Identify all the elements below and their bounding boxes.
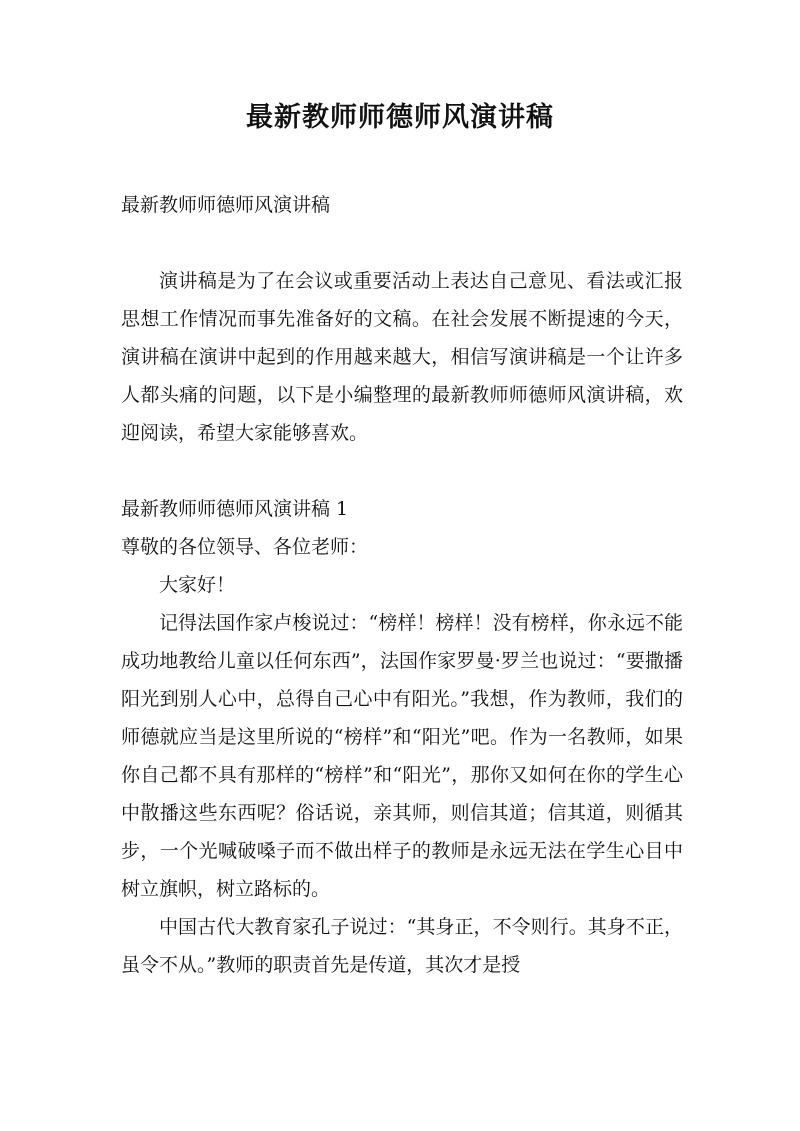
section-heading: 最新教师师德师风演讲稿 1 [121, 498, 349, 520]
intro-paragraph: 演讲稿是为了在会议或重要活动上表达自己意见、看法或汇报思想工作情况而事先准备好的文稿。在社会发展不断提速的今天，演讲稿在演讲中起到的作用越来越大，相信写演讲稿是一个让许多人都头痛的问题，以下是小编整理的最新教师师德师风演讲稿，欢迎阅读，希望大家能够喜欢。 [121, 270, 683, 444]
salutation: 尊敬的各位领导、各位老师： [121, 536, 369, 558]
document-body [121, 186, 683, 984]
document-title: 最新教师师德师风演讲稿 [246, 102, 554, 133]
body-paragraph: 中国古代大教育家孔子说过：“其身正，不令则行。其身不正，虽令不从。”教师的职责首先是传道，其次才是授 [121, 916, 683, 976]
body-paragraph: 记得法国作家卢梭说过：“榜样！榜样！没有榜样，你永远不能成功地教给儿童以任何东西”，法国作家罗曼·罗兰也说过：“要撒播阳光到别人心中，总得自己心中有阳光。”我想，作为教师，我们的师德就应当是这里所说的“榜样”和“阳光”吧。作为一名教师，如果你自己都不具有那样的“榜样”和“阳光”，那你又如何在你的学生心中散播这些东西呢？俗话说，亲其师，则信其道；信其道，则循其步，一个光喊破嗓子而不做出样子的教师是永远无法在学生心目中树立旗帜，树立路标的。 [121, 612, 683, 900]
document-subtitle: 最新教师师德师风演讲稿 [121, 194, 331, 216]
greeting: 大家好！ [159, 574, 236, 596]
